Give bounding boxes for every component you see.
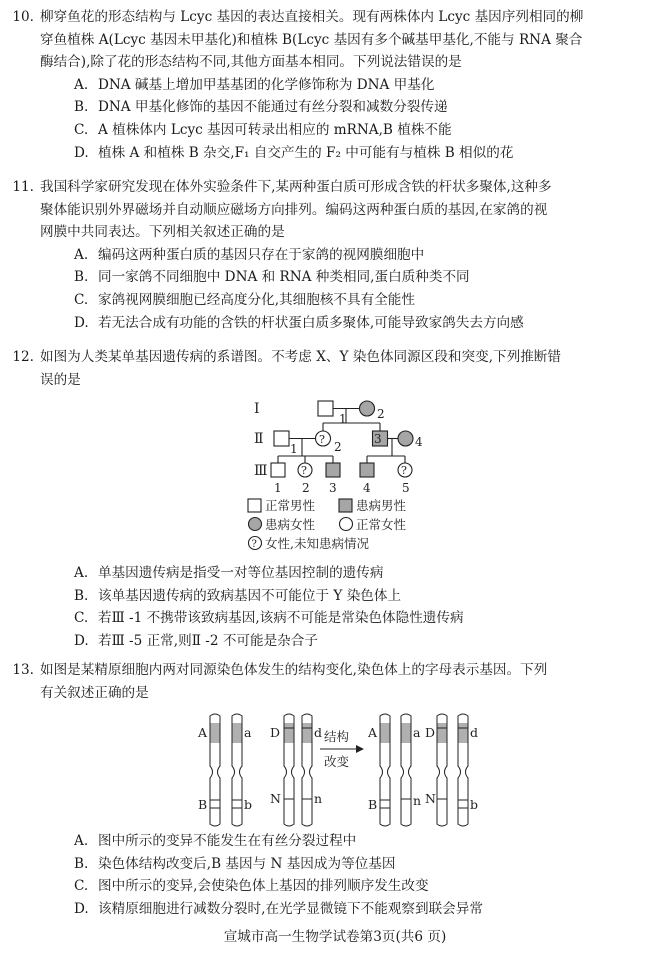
pedigree-ii4-affected-female	[398, 431, 413, 446]
generation-label: Ⅰ	[254, 401, 260, 417]
structural-change-arrow	[320, 729, 364, 769]
chromosome-a-n-after	[401, 714, 421, 826]
pedigree-number: 3	[329, 481, 337, 495]
option-a: A. DNA 碱基上增加甲基基团的化学修饰称为 DNA 甲基化	[74, 76, 435, 93]
chromosome-D-N-after	[425, 714, 447, 826]
pedigree-number: 2	[302, 481, 310, 495]
legend-affected-male-icon	[339, 499, 352, 512]
option-c: C. 图中所示的变异,会使染色体上基因的排列顺序发生改变	[74, 878, 429, 895]
pedigree-number: 1	[290, 442, 298, 456]
question-stem: 10. 柳穿鱼花的形态结构与 Lcyc 基因的表达直接相关。现有两株体内 Lcyc 基因序列相同的柳	[0, 6, 670, 29]
pedigree-number: 4	[415, 435, 423, 449]
question-number: 13.	[12, 662, 34, 678]
svg-text:b: b	[470, 797, 479, 812]
page-footer: 宣城市高一生物学试卷第3页(共6 页)	[223, 929, 447, 945]
unknown-mark: ?	[319, 433, 325, 446]
svg-text:b: b	[244, 797, 253, 812]
option-d: D. 若无法合成有功能的含铁的杆状蛋白质多聚体,可能导致家鸽失去方向感	[74, 314, 524, 331]
legend-label: 女性,未知患病情况	[265, 536, 369, 551]
legend-label: 正常男性	[265, 498, 316, 513]
option-d: D. 该精原细胞进行减数分裂时,在光学显微镜下不能观察到联会异常	[74, 900, 483, 917]
svg-text:a: a	[413, 725, 421, 740]
question-13-options	[0, 830, 670, 920]
legend-normal-female-icon	[340, 518, 353, 531]
chromosome-A-B-after	[367, 714, 390, 826]
question-12	[0, 346, 670, 391]
svg-text:D: D	[425, 725, 436, 740]
pedigree-i1-normal-male	[318, 401, 333, 416]
question-stem: 11. 我国科学家研究发现在体外实验条件下,某两种蛋白质可形成含铁的杆状多聚体,这种多	[0, 176, 670, 199]
option-d: D. 若Ⅲ -5 正常,则Ⅱ -2 不可能是杂合子	[74, 632, 318, 649]
generation-label: Ⅱ	[254, 431, 264, 447]
legend-label: 患病男性	[356, 498, 407, 513]
legend-affected-female-icon	[249, 518, 262, 531]
chromosome-a-b	[232, 714, 252, 826]
chromosome-d-n	[302, 714, 322, 826]
legend-label: 正常女性	[356, 517, 407, 532]
question-stem-line: 误的是	[40, 371, 81, 388]
svg-text:D: D	[270, 725, 281, 740]
question-stem: 12. 如图为人类某单基因遗传病的系谱图。不考虑 X、Y 染色体同源区段和突变,下列推断错	[0, 346, 670, 369]
pedigree-number: 1	[339, 412, 347, 426]
option-c: C. 若Ⅲ -1 不携带该致病基因,该病不可能是常染色体隐性遗传病	[74, 610, 464, 627]
pedigree-number: 2	[334, 440, 342, 454]
svg-text:A: A	[198, 725, 208, 740]
question-13	[0, 659, 670, 704]
question-11	[0, 176, 670, 334]
question-stem-line: 穿鱼植株 A(Lcyc 基因未甲基化)和植株 B(Lcyc 基因有多个碱基甲基化,不能与 RNA 聚合	[40, 31, 583, 48]
pedigree-iii4-affected-male	[360, 463, 374, 477]
pedigree-chart	[240, 393, 460, 559]
question-stem-line: 聚体能识别外界磁场并自动顺应磁场方向排列。编码这两种蛋白质的基因,在家鸽的视	[40, 201, 548, 218]
svg-text:n: n	[413, 793, 422, 808]
svg-text:B: B	[368, 797, 378, 812]
svg-text:N: N	[425, 791, 436, 806]
pedigree-number: 4	[363, 481, 371, 495]
svg-text:d: d	[314, 725, 323, 740]
question-10	[0, 6, 670, 164]
pedigree-ii1-normal-male	[274, 431, 289, 446]
generation-label: Ⅲ	[254, 463, 268, 479]
chromosome-D-N	[270, 714, 294, 826]
question-number: 10.	[12, 9, 34, 25]
svg-text:改变: 改变	[324, 754, 350, 769]
question-stem-line: 有关叙述正确的是	[40, 684, 149, 701]
svg-text:A: A	[368, 725, 378, 740]
legend-normal-male-icon	[248, 499, 261, 512]
question-stem-line: 酶结合),除了花的形态结构不同,其他方面基本相同。下列说法错误的是	[40, 54, 462, 71]
unknown-mark: ?	[301, 464, 307, 477]
pedigree-iii1-normal-male	[271, 463, 285, 477]
question-number: 12.	[12, 349, 34, 365]
option-d: D. 植株 A 和植株 B 杂交,F₁ 自交产生的 F₂ 中可能有与植株 B 相似的花	[74, 144, 514, 161]
option-c: C. A 植株体内 Lcyc 基因可转录出相应的 mRNA,B 植株不能	[74, 121, 452, 138]
option-b: B. 该单基因遗传病的致病基因不可能位于 Y 染色体上	[74, 587, 402, 604]
legend-label: 患病女性	[265, 517, 316, 532]
pedigree-number: 3	[374, 432, 382, 446]
chromosome-A-B	[197, 714, 220, 826]
svg-text:n: n	[314, 791, 323, 806]
unknown-mark: ?	[251, 539, 257, 550]
pedigree-iii3-affected-male	[326, 463, 340, 477]
svg-text:N: N	[270, 791, 281, 806]
option-a: A. 单基因遗传病是指受一对等位基因控制的遗传病	[74, 565, 384, 581]
svg-text:a: a	[244, 725, 252, 740]
option-b: B. DNA 甲基化修饰的基因不能通过有丝分裂和减数分裂传递	[74, 99, 448, 116]
svg-text:B: B	[198, 797, 208, 812]
question-12-options	[0, 562, 670, 652]
chromosome-figure	[196, 711, 486, 829]
question-number: 11.	[12, 179, 34, 195]
option-b: B. 染色体结构改变后,B 基因与 N 基因成为等位基因	[74, 855, 396, 872]
question-stem-line: 网膜中共同表达。下列相关叙述正确的是	[40, 224, 285, 241]
unknown-mark: ?	[401, 464, 407, 477]
pedigree-number: 5	[402, 481, 410, 495]
svg-text:结构: 结构	[324, 729, 350, 744]
pedigree-i2-affected-female	[360, 401, 375, 416]
pedigree-number: 1	[274, 481, 282, 495]
question-stem: 13. 如图是某精原细胞内两对同源染色体发生的结构变化,染色体上的字母表示基因。下列	[0, 659, 670, 682]
option-b: B. 同一家鸽不同细胞中 DNA 和 RNA 种类相同,蛋白质种类不同	[74, 269, 470, 286]
chromosome-d-b-after	[458, 714, 478, 826]
svg-text:d: d	[470, 725, 479, 740]
option-a: A. 编码这两种蛋白质的基因只存在于家鸽的视网膜细胞中	[74, 246, 425, 263]
option-a: A. 图中所示的变异不能发生在有丝分裂过程中	[74, 833, 357, 849]
option-c: C. 家鸽视网膜细胞已经高度分化,其细胞核不具有全能性	[74, 291, 415, 308]
pedigree-number: 2	[377, 407, 385, 421]
